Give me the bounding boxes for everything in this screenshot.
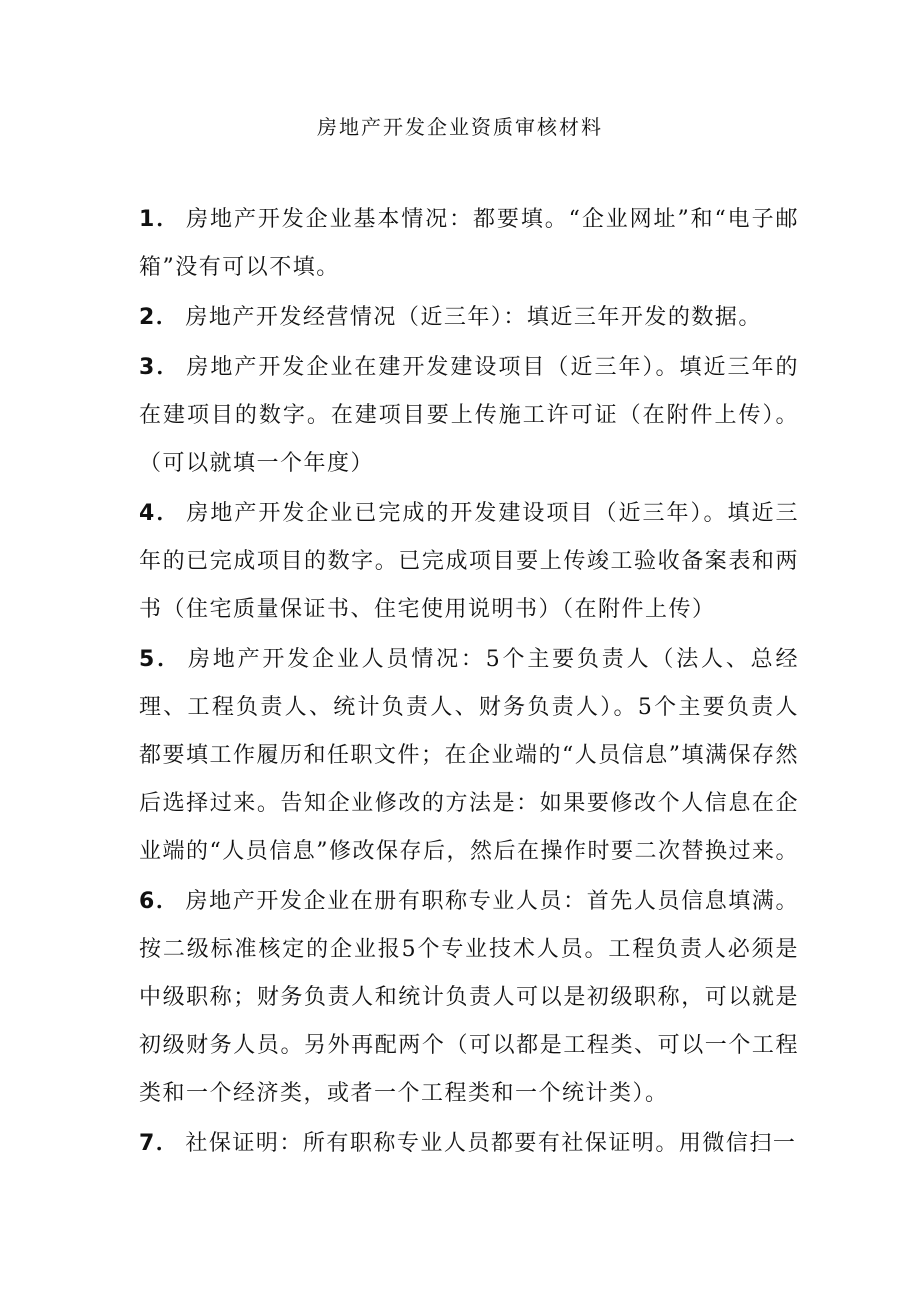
- item-text: 房地产开发经营情况（近三年）：填近三年开发的数据。: [185, 305, 762, 330]
- document-title: 房地产开发企业资质审核材料: [317, 115, 603, 139]
- document-body: [139, 196, 799, 1170]
- item-number: 2．: [139, 305, 180, 330]
- list-item: [139, 1120, 799, 1168]
- item-text: 房地产开发企业在建开发建设项目（近三年）。填近三年的在建项目的数字。在建项目要上传施工许可证（在附件上传）。（可以就填一个年度）: [139, 355, 799, 476]
- item-number: 3．: [139, 355, 181, 380]
- item-text: 房地产开发企业人员情况：5个主要负责人（法人、总经理、工程负责人、统计负责人、财务负责人）。5个主要负责人都要填工作履历和任职文件；在企业端的“人员信息”填满保存然后选择过来。告知企业修改的方法是：如果要修改个人信息在企业端的“人员信息”修改保存后，然后在操作时要二次替换过来。: [139, 647, 799, 864]
- item-number: 5．: [139, 647, 182, 672]
- item-text: 房地产开发企业基本情况：都要填。“企业网址”和“电子邮箱”没有可以不填。: [139, 207, 799, 280]
- item-number: 1．: [139, 207, 181, 232]
- list-item: [139, 636, 799, 876]
- item-number: 6．: [139, 889, 180, 914]
- list-item: [139, 294, 799, 342]
- item-text: 社保证明：所有职称专业人员都要有社保证明。用微信扫一: [185, 1131, 797, 1156]
- item-number: 4．: [139, 501, 181, 526]
- list-item: [139, 490, 799, 634]
- list-item: [139, 196, 799, 292]
- list-item: [139, 344, 799, 488]
- item-text: 房地产开发企业在册有职称专业人员：首先人员信息填满。按二级标准核定的企业报5个专业技术人员。工程负责人必须是中级职称；财务负责人和统计负责人可以是初级职称，可以就是初级财务人员。另外再配两个（可以都是工程类、可以一个工程类和一个经济类，或者一个工程类和一个统计类）。: [139, 889, 799, 1106]
- item-number: 7．: [139, 1131, 180, 1156]
- item-text: 房地产开发企业已完成的开发建设项目（近三年）。填近三年的已完成项目的数字。已完成项目要上传竣工验收备案表和两书（住宅质量保证书、住宅使用说明书）（在附件上传）: [139, 501, 799, 622]
- list-item: [139, 878, 799, 1118]
